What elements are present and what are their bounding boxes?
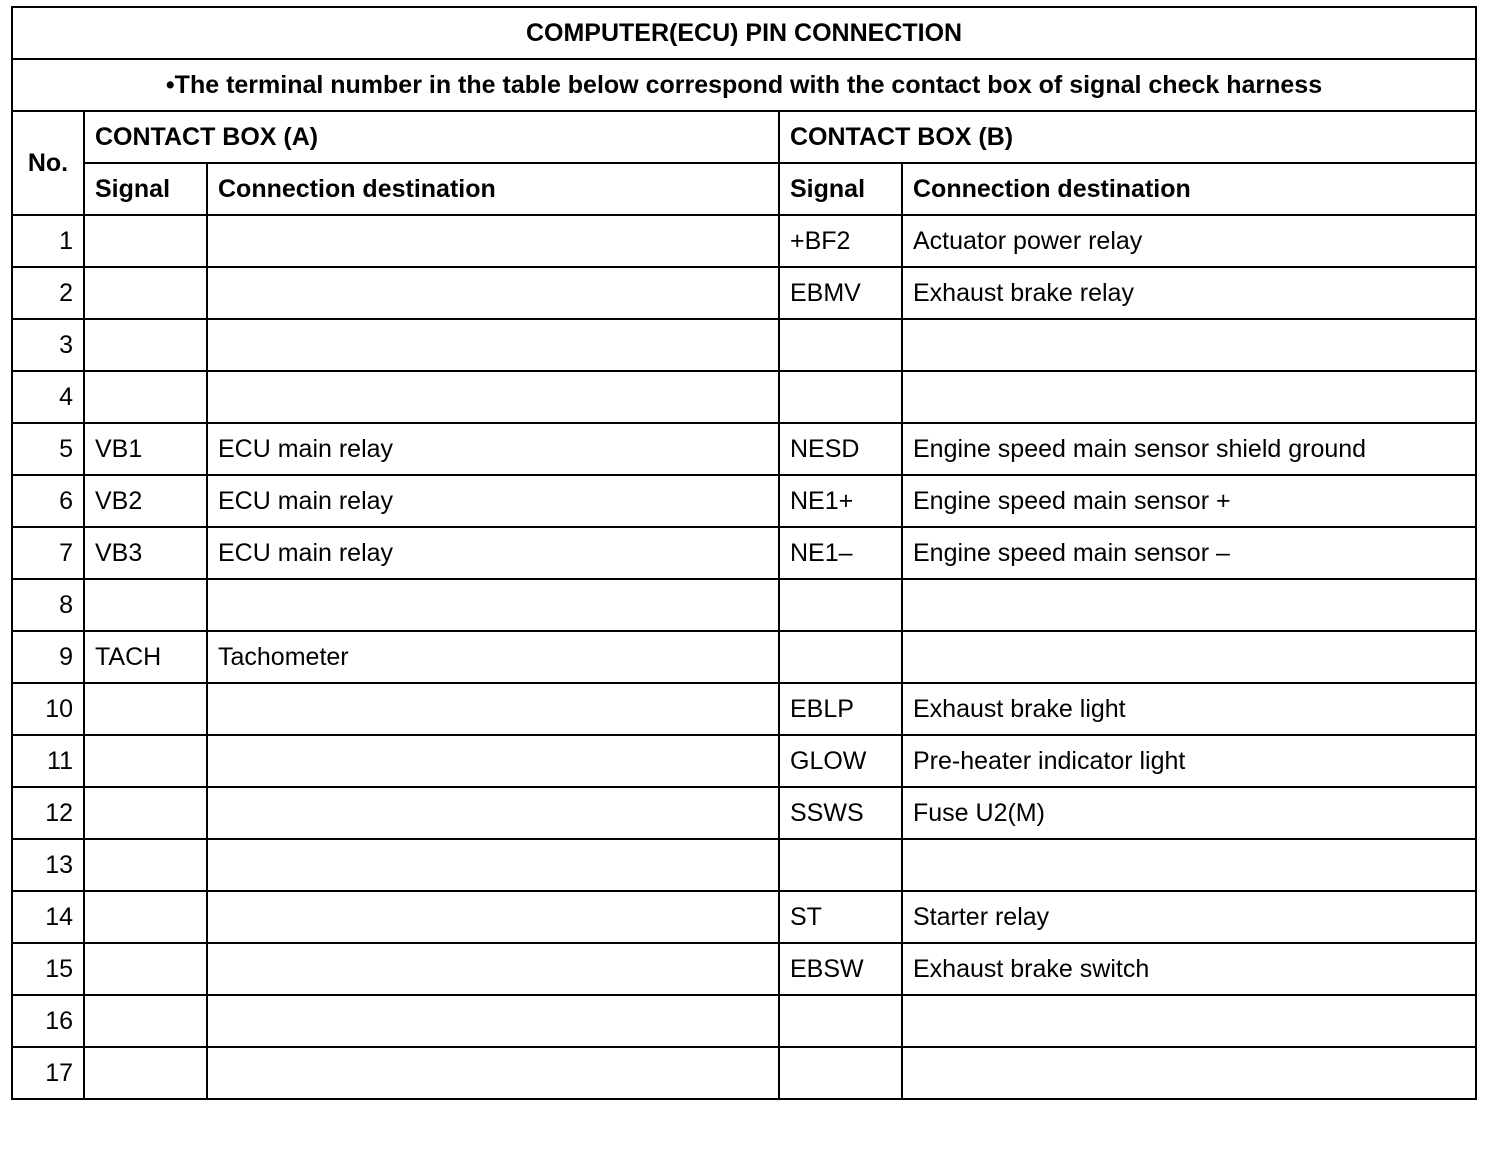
box-b-destination: Pre-heater indicator light	[902, 735, 1476, 787]
table-row	[12, 371, 1476, 423]
box-a-signal	[84, 735, 207, 787]
destination-a-header: Connection destination	[207, 163, 779, 215]
box-b-destination: Engine speed main sensor shield ground	[902, 423, 1476, 475]
box-a-destination	[207, 891, 779, 943]
box-a-destination	[207, 319, 779, 371]
table-row	[12, 215, 1476, 267]
table-note: •The terminal number in the table below correspond with the contact box of signal check harness	[12, 59, 1476, 111]
box-a-signal	[84, 683, 207, 735]
table-row	[12, 943, 1476, 995]
pin-number: 12	[12, 787, 84, 839]
table-row	[12, 1047, 1476, 1099]
pin-number: 15	[12, 943, 84, 995]
table-title: COMPUTER(ECU) PIN CONNECTION	[12, 7, 1476, 59]
box-a-signal	[84, 1047, 207, 1099]
pin-number: 1	[12, 215, 84, 267]
box-b-signal: NE1+	[779, 475, 902, 527]
table-row	[12, 579, 1476, 631]
pin-number: 2	[12, 267, 84, 319]
box-a-signal	[84, 995, 207, 1047]
box-b-destination: Engine speed main sensor –	[902, 527, 1476, 579]
box-a-signal	[84, 319, 207, 371]
box-b-destination	[902, 579, 1476, 631]
box-b-destination: Actuator power relay	[902, 215, 1476, 267]
box-a-destination	[207, 787, 779, 839]
table-row	[12, 527, 1476, 579]
box-a-destination: ECU main relay	[207, 475, 779, 527]
column-header-row	[12, 163, 1476, 215]
contact-box-a-header: CONTACT BOX (A)	[84, 111, 779, 163]
box-b-destination: Fuse U2(M)	[902, 787, 1476, 839]
destination-b-header: Connection destination	[902, 163, 1476, 215]
box-a-signal	[84, 579, 207, 631]
pin-number: 10	[12, 683, 84, 735]
box-b-signal: GLOW	[779, 735, 902, 787]
box-b-destination: Engine speed main sensor +	[902, 475, 1476, 527]
box-a-signal: VB1	[84, 423, 207, 475]
box-a-signal: VB3	[84, 527, 207, 579]
pin-number: 14	[12, 891, 84, 943]
box-a-signal	[84, 371, 207, 423]
contact-box-b-header: CONTACT BOX (B)	[779, 111, 1476, 163]
box-b-signal	[779, 995, 902, 1047]
table-body	[12, 215, 1476, 1099]
box-b-signal: SSWS	[779, 787, 902, 839]
pin-number: 3	[12, 319, 84, 371]
box-b-signal	[779, 839, 902, 891]
table-row	[12, 475, 1476, 527]
box-a-destination: Tachometer	[207, 631, 779, 683]
box-a-destination	[207, 215, 779, 267]
box-b-signal	[779, 631, 902, 683]
pin-number: 8	[12, 579, 84, 631]
box-header-row	[12, 111, 1476, 163]
box-b-destination: Exhaust brake relay	[902, 267, 1476, 319]
signal-a-header: Signal	[84, 163, 207, 215]
box-b-signal	[779, 371, 902, 423]
box-a-signal	[84, 215, 207, 267]
table-row	[12, 683, 1476, 735]
pin-number: 7	[12, 527, 84, 579]
box-b-destination: Exhaust brake switch	[902, 943, 1476, 995]
pin-number: 17	[12, 1047, 84, 1099]
pin-number: 5	[12, 423, 84, 475]
box-b-signal: EBMV	[779, 267, 902, 319]
box-b-destination	[902, 995, 1476, 1047]
pin-number: 13	[12, 839, 84, 891]
box-b-signal: ST	[779, 891, 902, 943]
table-row	[12, 631, 1476, 683]
box-b-signal: EBLP	[779, 683, 902, 735]
box-a-destination: ECU main relay	[207, 527, 779, 579]
box-b-signal: NESD	[779, 423, 902, 475]
pin-number: 16	[12, 995, 84, 1047]
box-a-destination	[207, 995, 779, 1047]
box-a-destination	[207, 371, 779, 423]
box-b-destination	[902, 1047, 1476, 1099]
box-b-signal	[779, 1047, 902, 1099]
box-b-signal	[779, 579, 902, 631]
table-row	[12, 423, 1476, 475]
note-row	[12, 59, 1476, 111]
pin-connection-table	[11, 6, 1477, 1100]
box-a-signal	[84, 943, 207, 995]
table-row	[12, 995, 1476, 1047]
signal-b-header: Signal	[779, 163, 902, 215]
box-b-destination	[902, 319, 1476, 371]
box-a-destination: ECU main relay	[207, 423, 779, 475]
box-a-destination	[207, 1047, 779, 1099]
table-row	[12, 319, 1476, 371]
box-a-destination	[207, 579, 779, 631]
title-row	[12, 7, 1476, 59]
box-a-signal	[84, 267, 207, 319]
box-b-destination	[902, 371, 1476, 423]
pin-number: 9	[12, 631, 84, 683]
box-b-destination: Exhaust brake light	[902, 683, 1476, 735]
box-b-signal	[779, 319, 902, 371]
box-b-signal: EBSW	[779, 943, 902, 995]
box-a-signal: VB2	[84, 475, 207, 527]
no-column-header: No.	[12, 111, 84, 215]
box-a-signal	[84, 891, 207, 943]
pin-number: 4	[12, 371, 84, 423]
box-b-destination	[902, 631, 1476, 683]
box-a-destination	[207, 683, 779, 735]
table-row	[12, 267, 1476, 319]
table-row	[12, 839, 1476, 891]
box-a-destination	[207, 943, 779, 995]
box-b-signal: NE1–	[779, 527, 902, 579]
box-b-signal: +BF2	[779, 215, 902, 267]
box-a-destination	[207, 839, 779, 891]
box-a-signal	[84, 787, 207, 839]
pin-number: 6	[12, 475, 84, 527]
pin-number: 11	[12, 735, 84, 787]
box-b-destination	[902, 839, 1476, 891]
table-row	[12, 735, 1476, 787]
box-b-destination: Starter relay	[902, 891, 1476, 943]
box-a-destination	[207, 735, 779, 787]
box-a-destination	[207, 267, 779, 319]
table-row	[12, 891, 1476, 943]
box-a-signal	[84, 839, 207, 891]
box-a-signal: TACH	[84, 631, 207, 683]
table-row	[12, 787, 1476, 839]
